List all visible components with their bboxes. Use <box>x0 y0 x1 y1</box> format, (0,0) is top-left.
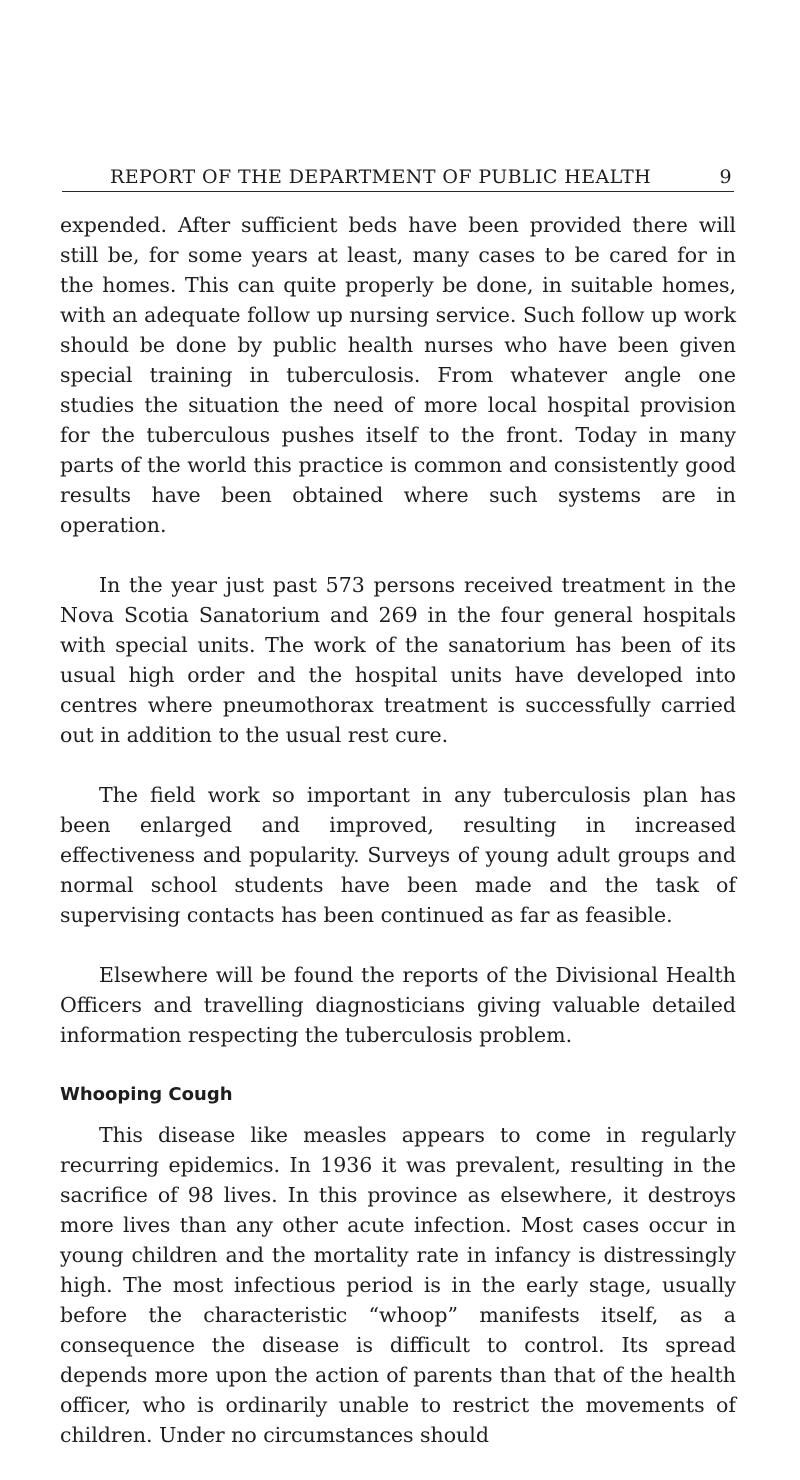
section-heading-whooping-cough: Whooping Cough <box>60 1084 233 1105</box>
paragraph-expended: expended. After sufficient beds have been provided there will still be, for some years at least, many cases to be cared for in the homes. This can quite properly be done, in suitable homes, with an adequate follow up nursing service. Such follow up work should be done by public health nurses who have been given special training in tuberculosis. From whatever angle one studies the situation the need of more local hospital provision for the tuberculous pushes itself to the front. Today in many parts of the world this practice is common and consistently good results have been obtained where such systems are in operation. <box>60 213 736 537</box>
running-header <box>62 167 734 192</box>
page-number: 9 <box>719 166 732 188</box>
paragraph-divisional-reports: Elsewhere will be found the reports of the Divisional Health Officers and travelling diagnosticians giving valuable detailed information respecting the tuberculosis problem. <box>60 963 736 1047</box>
paragraph-whooping-cough: This disease like measles appears to come in regularly recurring epidemics. In 1936 it was prevalent, resulting in the sacrifice of 98 lives. In this province as elsewhere, it destroys more lives than any other acute infection. Most cases occur in young children and the mortality rate in infancy is distressingly high. The most infectious period is in the early stage, usually before the characteristic “whoop” manifests itself, as a consequence the disease is difficult to control. Its spread depends more upon the action of parents than that of the health officer, who is ordinarily unable to restrict the movements of children. Under no circumstances should <box>60 1123 736 1447</box>
paragraph-field-work: The field work so important in any tuberculosis plan has been enlarged and improved, resulting in increased effectiveness and popularity. Surveys of young adult groups and normal school students have been made and the task of supervising contacts has been continued as far as feasible. <box>60 783 736 927</box>
paragraph-sanatorium: In the year just past 573 persons received treatment in the Nova Scotia Sanatorium and 269 in the four general hospitals with special units. The work of the sanatorium has been of its usual high order and the hospital units have developed into centres where pneumothorax treatment is successfully carried out in addition to the usual rest cure. <box>60 573 736 747</box>
page-body <box>60 210 736 1480</box>
header-title: REPORT OF THE DEPARTMENT OF PUBLIC HEALTH <box>110 166 652 188</box>
